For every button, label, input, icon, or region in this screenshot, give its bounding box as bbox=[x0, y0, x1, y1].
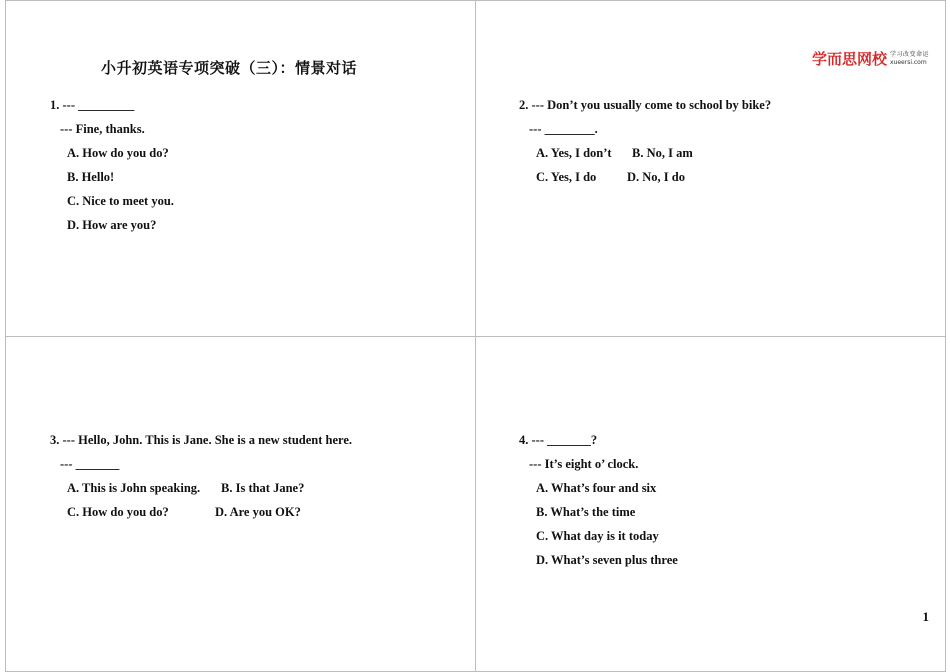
question-1-option-b: B. Hello! bbox=[67, 170, 115, 184]
question-3-option-c: C. How do you do? bbox=[67, 505, 169, 519]
logo-subtitle: 学习改变命运 bbox=[889, 50, 929, 58]
question-4-option-c: C. What day is it today bbox=[536, 529, 659, 543]
logo-url: xueersi.com bbox=[889, 58, 927, 66]
question-1-option-c: C. Nice to meet you. bbox=[67, 194, 174, 208]
question-4-option-d: D. What’s seven plus three bbox=[536, 553, 678, 567]
question-1-prompt: 1. --- _________ bbox=[50, 98, 135, 112]
question-2-option-d: D. No, I do bbox=[627, 170, 685, 184]
question-3-option-d: D. Are you OK? bbox=[215, 505, 301, 519]
slide-panel-2 bbox=[475, 0, 946, 337]
logo-name: 学而思网校 bbox=[811, 50, 887, 68]
question-4-reply: --- It’s eight o’ clock. bbox=[529, 457, 639, 471]
question-2-reply: --- ________. bbox=[529, 122, 598, 136]
slide-panel-4 bbox=[475, 336, 946, 672]
question-1-reply: --- Fine, thanks. bbox=[60, 122, 145, 136]
slide-panel-1 bbox=[5, 0, 476, 337]
question-3-reply: --- _______ bbox=[60, 457, 120, 471]
question-3-option-a: A. This is John speaking. bbox=[67, 481, 201, 495]
brand-logo bbox=[812, 48, 929, 69]
slide-panel-3 bbox=[5, 336, 476, 672]
question-4-prompt: 4. --- _______? bbox=[519, 433, 598, 447]
question-1-option-d: D. How are you? bbox=[67, 218, 157, 232]
question-3-prompt: 3. --- Hello, John. This is Jane. She is a new student here. bbox=[50, 433, 353, 447]
page-number: 1 bbox=[922, 609, 929, 624]
question-2-option-b: B. No, I am bbox=[632, 146, 693, 160]
question-4-option-a: A. What’s four and six bbox=[536, 481, 657, 495]
question-2-option-a: A. Yes, I don’t bbox=[536, 146, 612, 160]
page-title: 小升初英语专项突破（三）：情景对话 bbox=[101, 59, 358, 77]
question-2-prompt: 2. --- Don’t you usually come to school by bike? bbox=[519, 98, 772, 112]
question-4-option-b: B. What’s the time bbox=[536, 505, 636, 519]
question-3-option-b: B. Is that Jane? bbox=[221, 481, 305, 495]
question-1-option-a: A. How do you do? bbox=[67, 146, 169, 160]
question-2-option-c: C. Yes, I do bbox=[536, 170, 597, 184]
